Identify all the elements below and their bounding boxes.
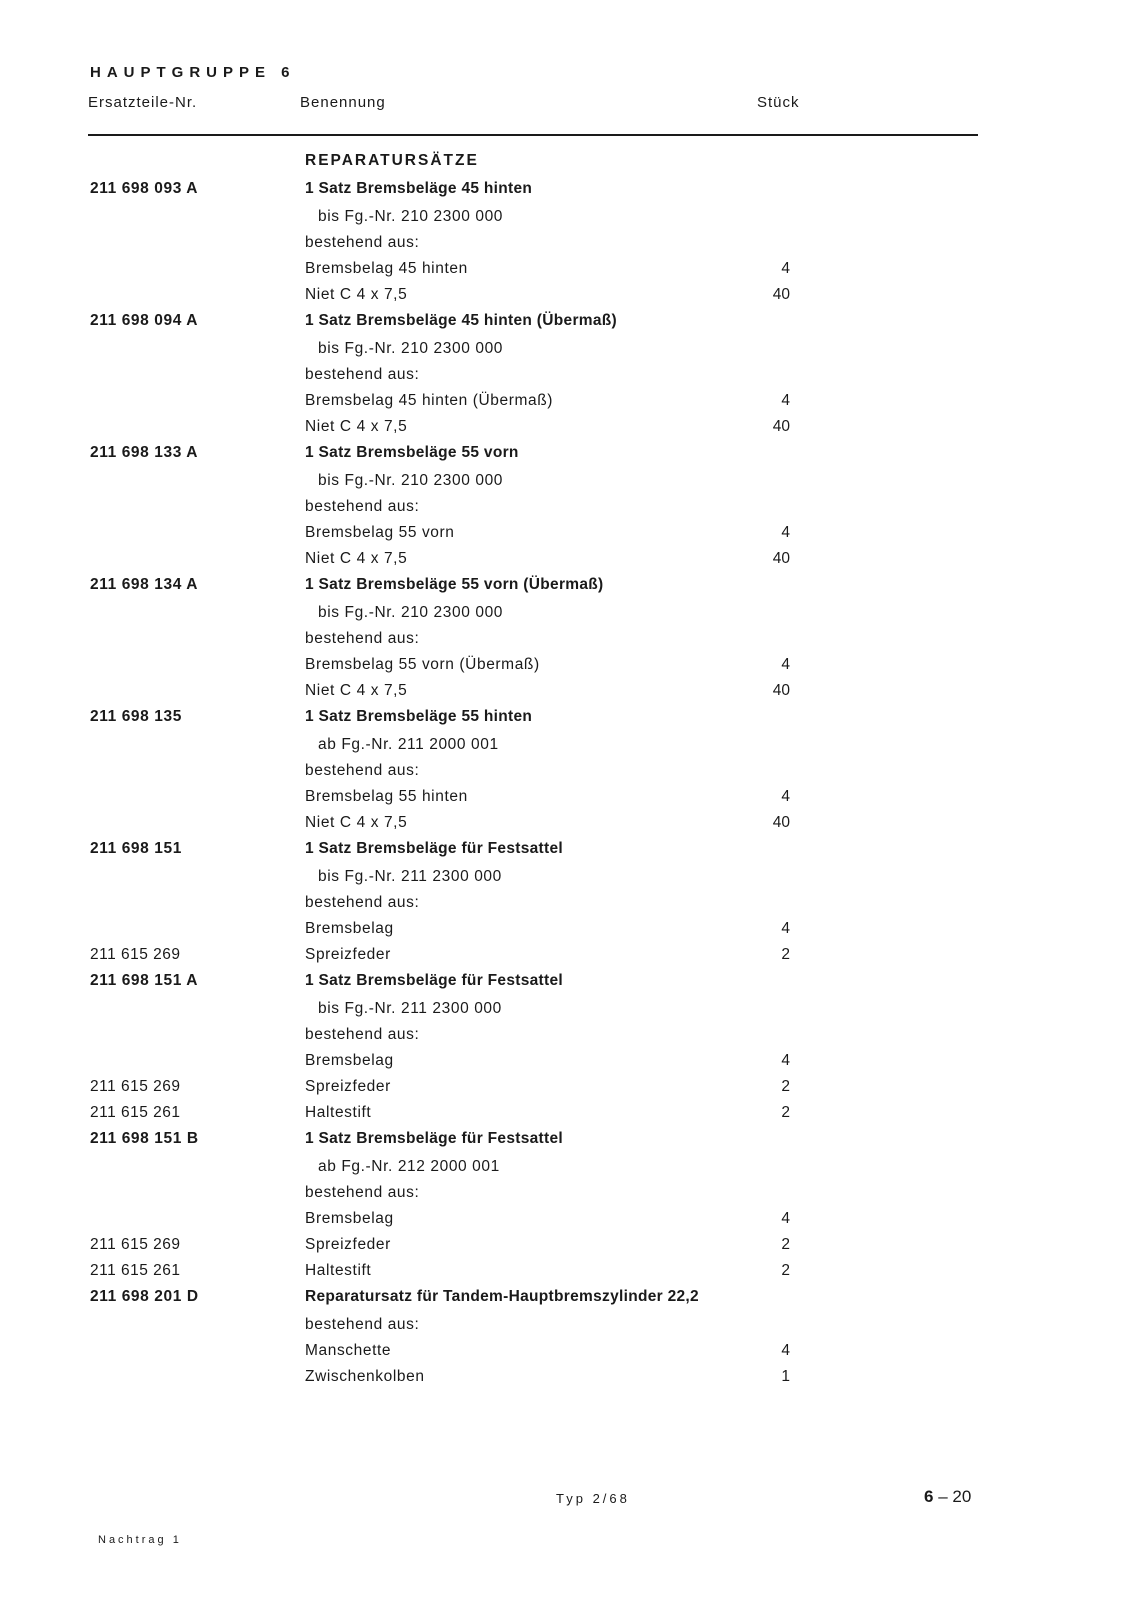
part-description: Bremsbelag <box>305 1052 394 1069</box>
part-quantity: 4 <box>781 260 790 277</box>
list-item <box>0 810 1139 836</box>
part-quantity: 4 <box>781 392 790 409</box>
list-item <box>0 494 1139 520</box>
list-item <box>0 600 1139 626</box>
part-description: Bremsbelag <box>305 1210 394 1227</box>
list-item <box>0 1022 1139 1048</box>
part-number: 211 698 134 A <box>90 576 199 593</box>
part-set-row <box>0 440 1139 468</box>
part-number: 211 615 261 <box>90 1104 181 1121</box>
part-description: 1 Satz Bremsbeläge 55 hinten <box>305 708 533 725</box>
part-description: bestehend aus: <box>305 630 420 647</box>
part-description: bis Fg.-Nr. 210 2300 000 <box>318 472 504 489</box>
part-description: 1 Satz Bremsbeläge 55 vorn (Übermaß) <box>305 576 604 593</box>
part-description: bis Fg.-Nr. 210 2300 000 <box>318 340 504 357</box>
header-rule <box>88 134 978 136</box>
part-description: REPARATURSÄTZE <box>305 152 479 169</box>
footer-note: Nachtrag 1 <box>98 1534 182 1546</box>
part-quantity: 40 <box>772 418 790 435</box>
part-number: 211 698 133 A <box>90 444 199 461</box>
part-description: bis Fg.-Nr. 211 2300 000 <box>318 1000 502 1017</box>
part-description: Bremsbelag 45 hinten (Übermaß) <box>305 392 554 409</box>
part-set-row <box>0 176 1139 204</box>
part-description: Niet C 4 x 7,5 <box>305 286 408 303</box>
part-quantity: 2 <box>781 1078 790 1095</box>
part-description: ab Fg.-Nr. 211 2000 001 <box>318 736 499 753</box>
list-item <box>0 864 1139 890</box>
group-title: HAUPTGRUPPE 6 <box>90 64 296 81</box>
column-header-quantity: Stück <box>757 94 800 111</box>
part-set-row <box>0 1284 1139 1312</box>
part-description: bis Fg.-Nr. 210 2300 000 <box>318 604 504 621</box>
part-description: ab Fg.-Nr. 212 2000 001 <box>318 1158 500 1175</box>
part-number: 211 698 151 <box>90 840 182 857</box>
section-row <box>0 148 1139 176</box>
list-item <box>0 1258 1139 1284</box>
part-description: Zwischenkolben <box>305 1368 425 1385</box>
part-description: Bremsbelag 55 vorn (Übermaß) <box>305 656 540 673</box>
part-quantity: 2 <box>781 1104 790 1121</box>
list-item <box>0 996 1139 1022</box>
part-description: bestehend aus: <box>305 498 420 515</box>
column-header-part-number: Ersatzteile-Nr. <box>88 94 198 111</box>
list-item <box>0 916 1139 942</box>
part-quantity: 40 <box>772 286 790 303</box>
list-item <box>0 1206 1139 1232</box>
part-quantity: 4 <box>781 1052 790 1069</box>
list-item <box>0 1074 1139 1100</box>
list-item <box>0 1100 1139 1126</box>
list-item <box>0 890 1139 916</box>
part-description: Niet C 4 x 7,5 <box>305 682 408 699</box>
list-item <box>0 468 1139 494</box>
part-number: 211 698 094 A <box>90 312 199 329</box>
part-description: bestehend aus: <box>305 1184 420 1201</box>
part-number: 211 698 201 D <box>90 1288 199 1305</box>
part-quantity: 4 <box>781 524 790 541</box>
part-description: bis Fg.-Nr. 211 2300 000 <box>318 868 502 885</box>
list-item <box>0 256 1139 282</box>
list-item <box>0 1180 1139 1206</box>
part-quantity: 4 <box>781 1342 790 1359</box>
list-item <box>0 230 1139 256</box>
list-item <box>0 388 1139 414</box>
part-number: 211 615 269 <box>90 946 181 963</box>
part-set-row <box>0 308 1139 336</box>
part-set-row <box>0 572 1139 600</box>
page-section: 6 <box>924 1487 934 1506</box>
part-quantity: 1 <box>781 1368 790 1385</box>
part-quantity: 40 <box>772 682 790 699</box>
part-quantity: 2 <box>781 1236 790 1253</box>
list-item <box>0 1364 1139 1390</box>
list-item <box>0 678 1139 704</box>
part-description: 1 Satz Bremsbeläge für Festsattel <box>305 840 563 857</box>
list-item <box>0 758 1139 784</box>
part-description: bestehend aus: <box>305 894 420 911</box>
part-number: 211 615 261 <box>90 1262 181 1279</box>
list-item <box>0 942 1139 968</box>
part-quantity: 4 <box>781 1210 790 1227</box>
list-item <box>0 1232 1139 1258</box>
list-item <box>0 1154 1139 1180</box>
part-description: 1 Satz Bremsbeläge 45 hinten (Übermaß) <box>305 312 618 329</box>
part-number: 211 698 151 B <box>90 1130 199 1147</box>
list-item <box>0 652 1139 678</box>
list-item <box>0 414 1139 440</box>
part-quantity: 4 <box>781 920 790 937</box>
part-description: Bremsbelag 55 hinten <box>305 788 468 805</box>
part-description: bestehend aus: <box>305 1316 420 1333</box>
page-separator: – <box>933 1487 953 1506</box>
part-description: Niet C 4 x 7,5 <box>305 418 408 435</box>
part-description: Bremsbelag 55 vorn <box>305 524 455 541</box>
part-number: 211 698 135 <box>90 708 182 725</box>
part-description: bestehend aus: <box>305 234 420 251</box>
part-number: 211 615 269 <box>90 1236 181 1253</box>
part-description: 1 Satz Bremsbeläge für Festsattel <box>305 1130 563 1147</box>
list-item <box>0 520 1139 546</box>
list-item <box>0 1338 1139 1364</box>
part-description: Niet C 4 x 7,5 <box>305 550 408 567</box>
part-description: Haltestift <box>305 1104 372 1121</box>
page-number <box>924 1487 971 1507</box>
part-description: bestehend aus: <box>305 762 420 779</box>
part-description: bis Fg.-Nr. 210 2300 000 <box>318 208 504 225</box>
list-item <box>0 282 1139 308</box>
part-number: 211 698 093 A <box>90 180 199 197</box>
parts-list <box>0 148 1139 1390</box>
part-number: 211 615 269 <box>90 1078 181 1095</box>
list-item <box>0 1312 1139 1338</box>
part-description: Haltestift <box>305 1262 372 1279</box>
part-description: 1 Satz Bremsbeläge 45 hinten <box>305 180 533 197</box>
list-item <box>0 362 1139 388</box>
part-quantity: 2 <box>781 946 790 963</box>
page-num: 20 <box>952 1487 972 1506</box>
list-item <box>0 784 1139 810</box>
part-description: Niet C 4 x 7,5 <box>305 814 408 831</box>
part-set-row <box>0 1126 1139 1154</box>
part-set-row <box>0 968 1139 996</box>
part-set-row <box>0 704 1139 732</box>
part-description: Spreizfeder <box>305 1236 391 1253</box>
list-item <box>0 546 1139 572</box>
list-item <box>0 336 1139 362</box>
list-item <box>0 626 1139 652</box>
part-description: bestehend aus: <box>305 366 420 383</box>
part-description: 1 Satz Bremsbeläge 55 vorn <box>305 444 519 461</box>
part-set-row <box>0 836 1139 864</box>
list-item <box>0 1048 1139 1074</box>
part-quantity: 40 <box>772 814 790 831</box>
part-description: Reparatursatz für Tandem-Hauptbremszylinder 22,2 <box>305 1288 699 1305</box>
part-quantity: 40 <box>772 550 790 567</box>
part-description: Spreizfeder <box>305 1078 391 1095</box>
part-description: Spreizfeder <box>305 946 391 963</box>
part-quantity: 2 <box>781 1262 790 1279</box>
part-description: 1 Satz Bremsbeläge für Festsattel <box>305 972 563 989</box>
part-description: Manschette <box>305 1342 392 1359</box>
part-quantity: 4 <box>781 656 790 673</box>
list-item <box>0 204 1139 230</box>
part-number: 211 698 151 A <box>90 972 199 989</box>
footer-type: Typ 2/68 <box>556 1491 630 1506</box>
list-item <box>0 732 1139 758</box>
column-header-name: Benennung <box>300 94 386 111</box>
part-description: Bremsbelag 45 hinten <box>305 260 468 277</box>
part-description: bestehend aus: <box>305 1026 420 1043</box>
part-quantity: 4 <box>781 788 790 805</box>
part-description: Bremsbelag <box>305 920 394 937</box>
